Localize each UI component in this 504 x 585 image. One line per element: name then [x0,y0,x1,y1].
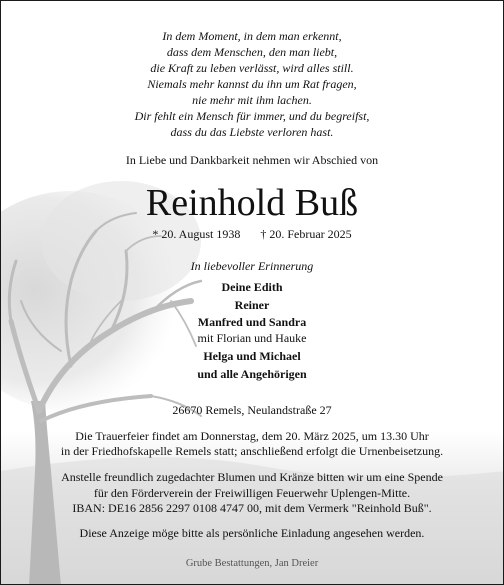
mourner-name: und alle Angehörigen [197,367,307,381]
invitation-note: Diese Anzeige möge bitte als persönliche Einladung angesehen werden. [79,526,425,540]
mourner-name: Deine Edith [221,280,283,294]
family-address: 26670 Remels, Neulandstraße 27 [172,403,332,417]
donation-info-line: Anstelle freundlich zugedachter Blumen und Kränze bitten wir um eine Spende [61,470,443,484]
life-dates [1,227,503,242]
poem-line: nie mehr mit ihm lachen. [192,93,312,107]
funeral-info-line: in der Friedhofskapelle Remels statt; anschließend erfolgt die Urnenbeisetzung. [60,444,444,458]
deceased-name: Reinhold Buß [145,182,359,224]
funeral-info-line: Die Trauerfeier findet am Donnerstag, dem 20. März 2025, um 13.30 Uhr [75,429,429,443]
mourner-name: Helga und Michael [203,349,301,363]
donation-info-line: für den Förderverein der Freiwilligen Feuerwehr Uplengen-Mitte. [93,486,411,500]
poem-line: Dir fehlt ein Mensch für immer, und du begreifst, [134,109,370,123]
poem-line: In dem Moment, in dem man erkennt, [162,29,342,43]
birth-date: * 20. August 1938 [152,227,241,241]
mourner-name: Manfred und Sandra [197,315,307,329]
mourner-name: mit Florian und Hauke [197,331,307,345]
farewell-intro: In Liebe und Dankbarkeit nehmen wir Abschied von [125,153,379,167]
death-date: † 20. Februar 2025 [260,227,352,241]
donation-info-line: IBAN: DE16 2856 2297 0108 4747 00, mit dem Vermerk "Reinhold Buß". [72,501,432,515]
memory-heading: In liebevoller Erinnerung [190,259,314,273]
poem-line: dass dem Menschen, den man liebt, [166,45,338,59]
poem-line: die Kraft zu leben verlässt, wird alles still. [150,61,354,75]
mourner-name: Reiner [234,298,270,312]
undertaker-credit: Grube Bestattungen, Jan Dreier [185,558,319,569]
poem-line: dass du das Liebste verloren hast. [170,125,334,139]
poem-line: Niemals mehr kannst du ihn um Rat fragen, [147,77,357,91]
